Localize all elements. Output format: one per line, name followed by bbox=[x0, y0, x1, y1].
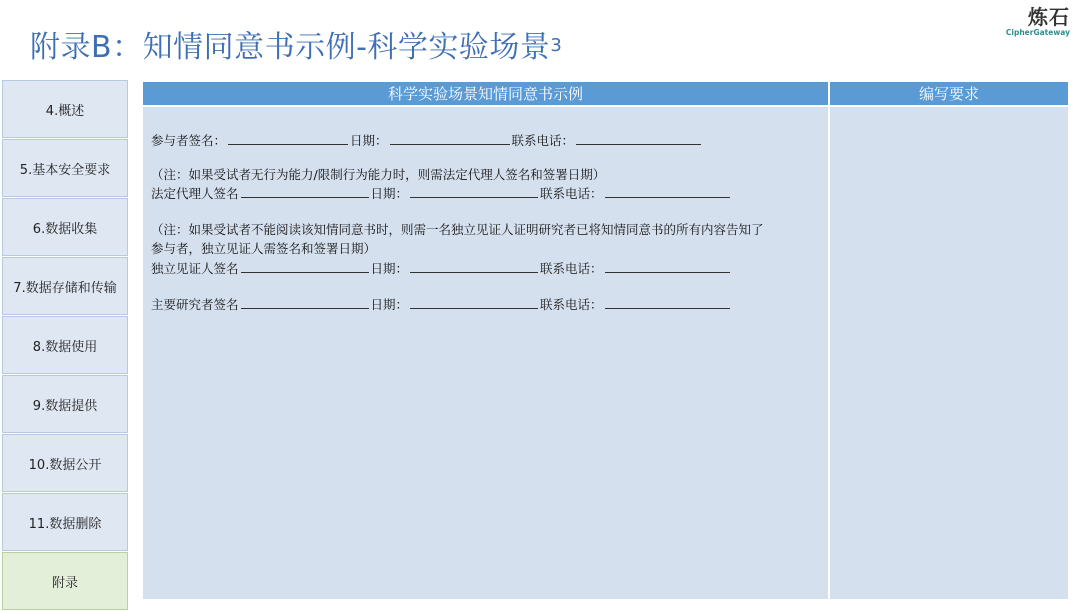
witness-signature-blank bbox=[241, 260, 369, 273]
logo-en: CipherGateway bbox=[1005, 28, 1070, 37]
title-footnote: 3 bbox=[550, 35, 563, 56]
consent-form-body bbox=[143, 107, 828, 599]
phone-label: 联系电话： bbox=[540, 261, 603, 276]
note-witness-line2: 参与者，独立见证人需签名和签署日期） bbox=[151, 241, 377, 256]
legal-rep-signature-blank bbox=[241, 185, 369, 198]
requirements-body bbox=[830, 107, 1068, 599]
content-table bbox=[143, 82, 1069, 599]
phone-blank bbox=[605, 296, 730, 309]
sidebar-item-storage-transmission[interactable]: 7.数据存储和传输 bbox=[2, 257, 128, 315]
legal-rep-signature-label: 法定代理人签名 bbox=[151, 186, 239, 201]
participant-signature-row bbox=[151, 131, 703, 149]
sidebar-item-overview[interactable]: 4.概述 bbox=[2, 80, 128, 138]
sidebar-item-data-use[interactable]: 8.数据使用 bbox=[2, 316, 128, 374]
sidebar-item-data-provision[interactable]: 9.数据提供 bbox=[2, 375, 128, 433]
date-label: 日期： bbox=[370, 297, 409, 312]
witness-signature-label: 独立见证人签名 bbox=[151, 261, 239, 276]
page-title-text: 附录B：知情同意书示例-科学实验场景 bbox=[30, 30, 551, 65]
participant-signature-label: 参与者签名： bbox=[151, 133, 227, 148]
date-label: 日期： bbox=[370, 261, 409, 276]
date-blank bbox=[410, 185, 538, 198]
legal-rep-signature-row bbox=[151, 184, 732, 202]
table-header-example: 科学实验场景知情同意书示例 bbox=[143, 82, 828, 105]
page-title bbox=[30, 22, 562, 66]
sidebar bbox=[2, 80, 128, 611]
sidebar-item-data-deletion[interactable]: 11.数据删除 bbox=[2, 493, 128, 551]
phone-label: 联系电话： bbox=[540, 186, 603, 201]
sidebar-item-appendix[interactable]: 附录 bbox=[2, 552, 128, 610]
date-blank bbox=[410, 296, 538, 309]
sidebar-item-data-disclosure[interactable]: 10.数据公开 bbox=[2, 434, 128, 492]
logo bbox=[1006, 6, 1070, 37]
date-label: 日期： bbox=[370, 186, 409, 201]
date-label: 日期： bbox=[350, 133, 388, 148]
pi-signature-blank bbox=[241, 296, 369, 309]
date-blank bbox=[410, 260, 538, 273]
date-blank bbox=[390, 132, 510, 145]
pi-signature-label: 主要研究者签名 bbox=[151, 297, 239, 312]
note-legal-rep: （注：如果受试者无行为能力/限制行为能力时，则需法定代理人签名和签署日期） bbox=[151, 167, 606, 182]
logo-cn: 炼石 bbox=[1028, 5, 1070, 29]
pi-signature-row bbox=[151, 295, 732, 313]
participant-signature-blank bbox=[228, 132, 348, 145]
phone-blank bbox=[605, 185, 730, 198]
sidebar-item-basic-security[interactable]: 5.基本安全要求 bbox=[2, 139, 128, 197]
phone-blank bbox=[605, 260, 730, 273]
sidebar-item-data-collection[interactable]: 6.数据收集 bbox=[2, 198, 128, 256]
phone-label: 联系电话： bbox=[540, 297, 603, 312]
note-witness-line1: （注：如果受试者不能阅读该知情同意书时，则需一名独立见证人证明研究者已将知情同意书的所有内容告知了 bbox=[151, 222, 764, 237]
table-header-requirements: 编写要求 bbox=[830, 82, 1068, 105]
witness-signature-row bbox=[151, 259, 732, 277]
phone-blank bbox=[576, 132, 701, 145]
phone-label: 联系电话： bbox=[511, 133, 575, 148]
